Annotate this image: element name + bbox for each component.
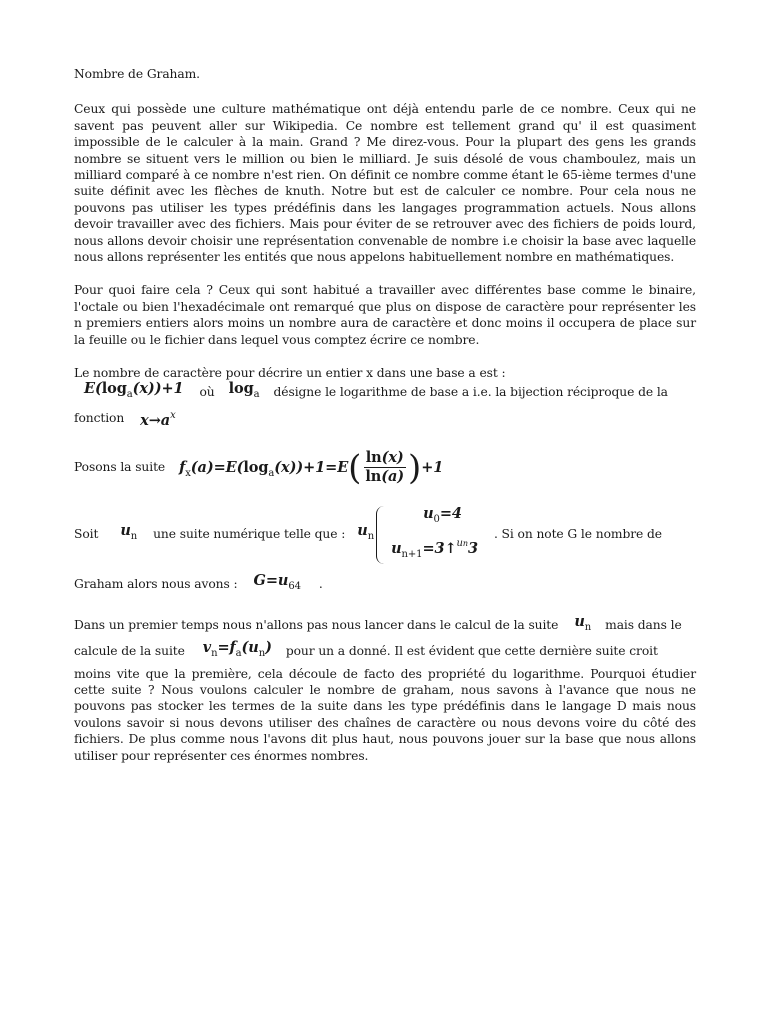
soit-end-text: . Si on note G le nombre de <box>493 527 662 542</box>
posons-text: Posons la suite <box>74 460 166 475</box>
formula-f-sequence: $f_x(a)=E(\log_a(x))+1=E$( $\frac{\ln(x)}{\ln(a)}$ )+1 <box>179 447 444 488</box>
para5-d-text: pour un a donné. Il est évident que cette dernière suite croit <box>285 644 658 659</box>
log-definition-text: désigne le logarithme de base a i.e. la bijection réciproque de la <box>273 385 668 400</box>
formula-log-a: $\log_a$ <box>228 380 260 401</box>
para5-b-text: mais dans le <box>605 618 682 633</box>
para5-a-text: Dans un premier temps nous n'allons pas nous lancer dans le calcul de la suite <box>74 618 559 633</box>
para5-c-text: calcule de la suite <box>74 644 185 659</box>
paragraph-suite-f <box>74 440 696 496</box>
formula-u-system: $u_n$ $u_0=4$ $u_{n+1}=3↑^{un}3$ <box>357 506 478 564</box>
formula-u-n-inline: $u_n$ <box>574 613 592 634</box>
paragraph-bases: Pour quoi faire cela ? Ceux qui sont habitué a travailler avec différentes base comme le binaire, l'octale ou bien l'hexadécimale ont remarqué que plus on dispose de caractère pour représenter les n premiers entiers alors moins un nombre aura de caractère et donc moins il occupera de place sur la feuille ou le fichier dans lequel vous comptez écrire ce nombre. <box>74 283 696 347</box>
word-ou: où <box>199 385 215 400</box>
formula-v-n: $v_n=f_a(u_n)$ <box>202 639 272 660</box>
paragraph-suite-v <box>74 614 696 764</box>
paragraph-suite-u <box>74 500 696 570</box>
document-page <box>74 66 696 764</box>
word-fonction: fonction <box>74 411 125 426</box>
graham-end-text: . <box>318 577 323 592</box>
soit-mid-text: une suite numérique telle que : <box>153 527 346 542</box>
formula-digit-count: $E(\log_a(x))+1$ <box>84 380 184 401</box>
paragraph-graham <box>74 572 696 598</box>
paragraph-intro: Ceux qui possède une culture mathématique ont déjà entendu parle de ce nombre. Ceux qui ne savent pas peuvent aller sur Wikipedia. Ce nombre est tellement grand qu' il est quasiment impossible de le calculer à la main. Grand ? Me direz-vous. Pour la plupart des gens les grands nombre se situent vers le million ou bien le milliard. Je suis désolé de vous chamboulez, mais un milliard comparé à ce nombre n'est rien. On définit ce nombre comme étant le 65-ième termes d'une suite définit avec les flèches de knuth. Notre but est de calculer ce nombre. Pour cela nous ne pouvons pas utiliser les types prédéfinis dans les langages programmation actuels. Nous allons devoir travailler avec des fichiers. Mais pour éviter de se retrouver avec des fichiers de poids lourd, nous allons devoir choisir une représentation convenable de nombre i.e choisir la base avec laquelle nous allons représenter les entités que nous appelons habituellement nombre en mathématiques. <box>74 102 696 265</box>
formula-exp-function: $x\to a^x$ <box>140 409 176 429</box>
paragraph-log <box>74 365 696 433</box>
formula-g-u64: $G=u_{64}$ <box>253 572 301 593</box>
soit-text: Soit <box>74 527 99 542</box>
log-intro-text: Le nombre de caractère pour décrire un entier x dans une base a est : <box>74 366 506 381</box>
graham-text: Graham alors nous avons : <box>74 577 238 592</box>
para5-rest-text: moins vite que la première, cela découle de facto des propriété du logarithme. Pourquoi étudier cette suite ? Nous voulons calculer le nombre de graham, nous savons à l'avance que nous ne pouvons pas stocker les termes de la suite dans les type prédéfinis dans le langage D mais nous voulons savoir si nous devons utiliser des chaînes de caractère ou nous devons voire du côté des fichiers. De plus comme nous l'avons dit plus haut, nous pouvons jouer sur la base que nous allons utiliser pour représenter ces énormes nombres. <box>74 666 696 763</box>
formula-u-n: $u_n$ <box>120 522 138 543</box>
document-title: Nombre de Graham. <box>74 67 200 81</box>
